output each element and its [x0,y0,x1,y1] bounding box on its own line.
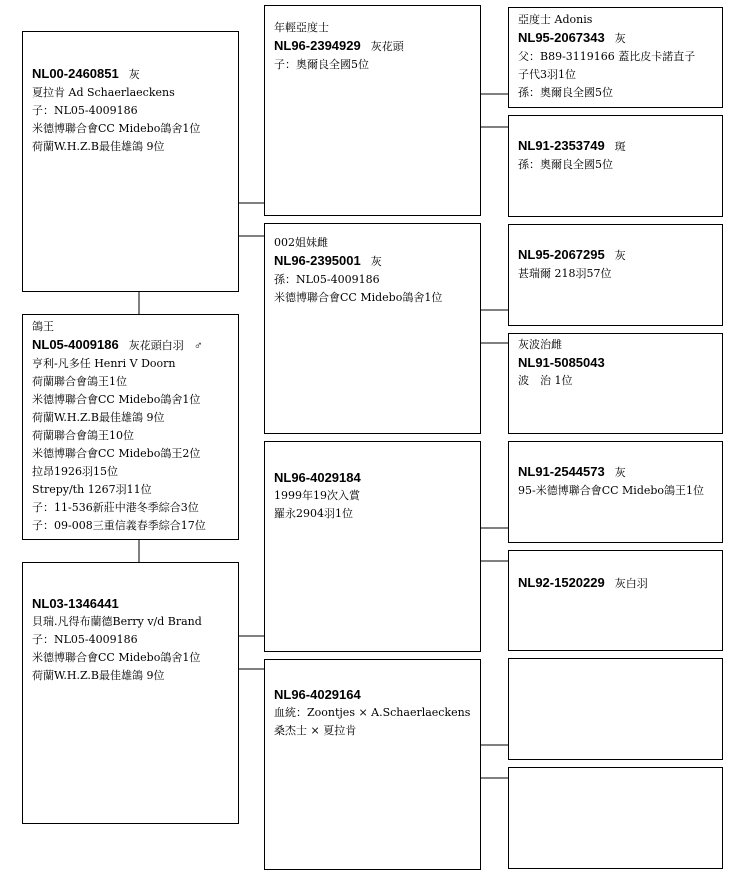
ancestor-box-empty [508,767,723,869]
granddam-maternal-box [264,659,481,870]
ancestor-box [508,441,723,543]
ring-number: NL96-2395001 灰 [274,253,382,268]
pedigree-line: 子：NL05-4009186 [32,104,138,117]
color-attribute: 斑 [614,141,626,153]
color-attribute: 灰 [614,250,626,262]
pedigree-line: 孫：奧爾良全國5位 [518,86,613,99]
color-attribute: 灰 [128,69,140,81]
color-attribute: 灰白羽 [614,578,648,590]
pigeon-title: 年輕亞度士 [274,21,329,34]
pedigree-line: 貝瑞.凡得布蘭德Berry v/d Brand [32,615,202,628]
pedigree-line: 孫：奧爾良全國5位 [518,158,613,171]
ring-number: NL96-4029184 [274,470,361,485]
ring-number: NL91-5085043 [518,355,605,370]
ancestor-box [508,550,723,651]
subject-box [22,314,239,540]
ancestor-box [508,224,723,326]
pedigree-line: 米德博聯合會CC Midebo鴿舍1位 [32,393,201,406]
ancestor-box [508,7,723,108]
pedigree-line: 荷蘭W.H.Z.B最佳雄鴿 9位 [32,411,165,424]
dam-box [22,562,239,824]
sire-box [22,31,239,292]
color-attribute: 灰花頭白羽 [128,340,184,352]
pedigree-line: 米德博聯合會CC Midebo鴿舍1位 [274,291,443,304]
pedigree-line: 甚瑞爾 218羽57位 [518,267,612,280]
pedigree-line: 波 治 1位 [518,374,573,387]
ring-number: NL96-4029164 [274,687,361,702]
ring-number: NL95-2067343 灰 [518,30,626,45]
ring-number: NL95-2067295 灰 [518,247,626,262]
ring-number: NL96-2394929 灰花頭 [274,38,404,53]
grandsire-paternal-box [264,5,481,216]
ancestor-box [508,333,723,434]
pedigree-line: 米德博聯合會CC Midebo鴿舍1位 [32,651,201,664]
grandsire-maternal-box [264,441,481,652]
pedigree-line: 荷蘭聯合會鴿王1位 [32,375,127,388]
ancestor-box-empty [508,658,723,760]
pedigree-line: 亨利-凡多任 Henri V Doorn [32,357,176,370]
pedigree-line: 子：11-536新莊中港冬季綜合3位 [32,501,199,514]
pedigree-line: 米德博聯合會CC Midebo鴿舍1位 [32,122,201,135]
pedigree-line: 1999年19次入賞 [274,489,360,502]
pedigree-line: 子：奧爾良全國5位 [274,58,369,71]
ring-number: NL05-4009186 灰花頭白羽 ♂ [32,337,203,352]
pedigree-line: 荷蘭聯合會鴿王10位 [32,429,134,442]
pedigree-line: 子代3羽1位 [518,68,576,81]
pedigree-line: 荷蘭W.H.Z.B最佳雄鴿 9位 [32,669,165,682]
pedigree-line: Strepy/th 1267羽11位 [32,483,152,496]
color-attribute: 灰花頭 [370,41,404,53]
ring-number: NL91-2353749 斑 [518,138,626,153]
pedigree-line: 夏拉肯 Ad Schaerlaeckens [32,86,175,99]
pedigree-line: 米德博聯合會CC Midebo鴿王2位 [32,447,201,460]
pedigree-line: 95-米德博聯合會CC Midebo鴿王1位 [518,484,705,497]
male-sex-icon: ♂ [193,338,203,352]
pedigree-line: 子：NL05-4009186 [32,633,138,646]
pedigree-line: 荷蘭W.H.Z.B最佳雄鴿 9位 [32,140,165,153]
pedigree-line: 子：09-008三重信義春季綜合17位 [32,519,206,532]
pigeon-title: 灰波治雌 [518,338,562,351]
pedigree-line: 拉昂1926羽15位 [32,465,118,478]
pedigree-line: 桑杰士 × 夏拉肯 [274,724,357,737]
ring-number: NL03-1346441 [32,596,119,611]
ring-number: NL00-2460851 灰 [32,66,140,81]
pigeon-title: 鴿王 [32,320,54,333]
ancestor-box [508,115,723,217]
pigeon-title: 亞度士 Adonis [518,13,593,26]
color-attribute: 灰 [614,33,626,45]
ring-number: NL92-1520229 灰白羽 [518,575,648,590]
pigeon-title: 002姐妹雌 [274,236,328,249]
pedigree-line: 父：B89-3119166 蓋比皮卡諾直子 [518,50,696,63]
ring-number: NL91-2544573 灰 [518,464,626,479]
granddam-paternal-box [264,223,481,434]
color-attribute: 灰 [614,467,626,479]
pedigree-line: 孫：NL05-4009186 [274,273,380,286]
pedigree-line: 血統：Zoontjes × A.Schaerlaeckens [274,706,471,719]
color-attribute: 灰 [370,256,382,268]
pedigree-line: 羅永2904羽1位 [274,507,353,520]
